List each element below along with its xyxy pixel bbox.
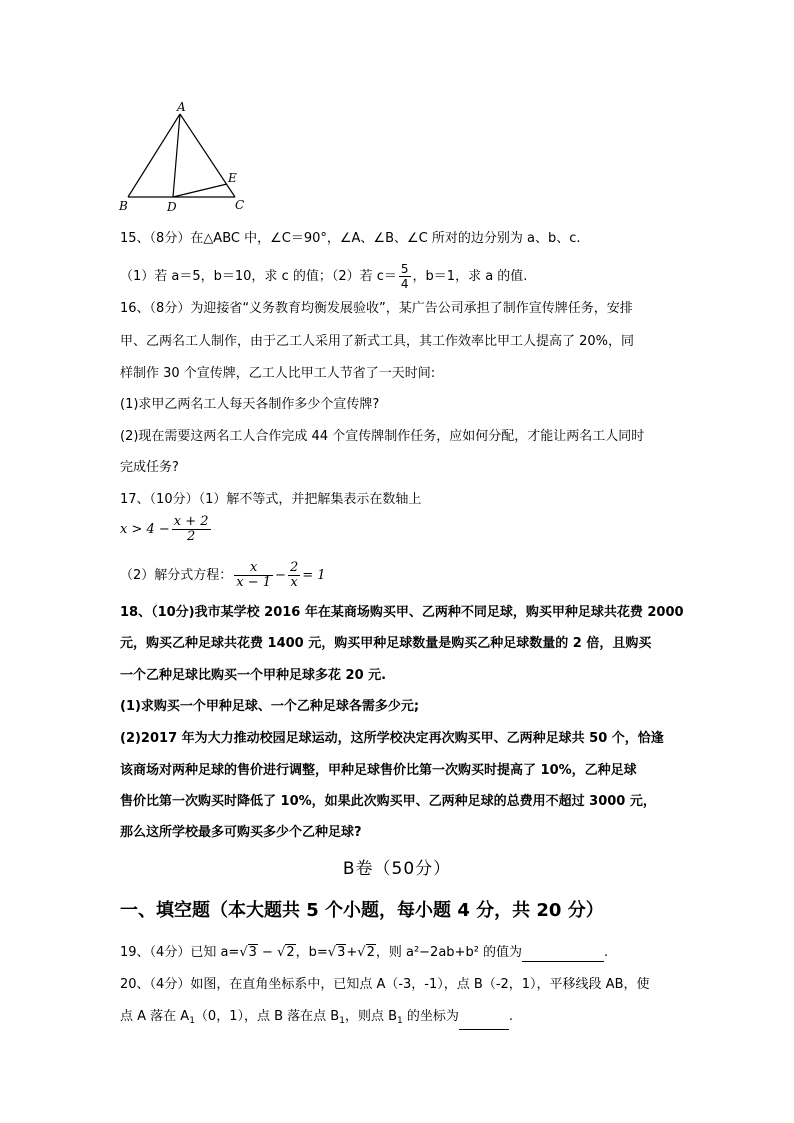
section-one-title: 一、填空题（本大题共 5 个小题，每小题 4 分，共 20 分） (120, 900, 604, 921)
q17-eq-fraction2 (288, 561, 300, 590)
q16-line2: 甲、乙两名工人制作，由于乙工人采用了新式工具，其工作效率比甲工人提高了 20%，同 (120, 334, 635, 349)
q19-rad1: 3 (248, 945, 257, 960)
q19-sqrt2: √2 (277, 945, 295, 960)
q19-sqrt4: √2 (357, 945, 375, 960)
label-b: B (119, 199, 128, 213)
q19-answer-blank[interactable] (522, 947, 604, 962)
q19-mid: ，b= (295, 945, 328, 960)
q18-line3: 一个乙种足球比购买一个甲种足球多花 20 元. (120, 668, 387, 683)
q17-ineq-left: x > 4 − (120, 522, 170, 537)
q19-prefix: 19、（4分）已知 a= (120, 945, 240, 960)
q20-answer-blank[interactable] (459, 1015, 509, 1030)
triangle-figure (115, 100, 255, 215)
q19-end: . (604, 945, 609, 960)
q16-line1: 16、（8分）为迎接省“义务教育均衡发展验收”，某广告公司承担了制作宣传牌任务，安排 (120, 301, 633, 316)
segment-de (173, 184, 227, 197)
section-b-title: B卷（50分） (342, 859, 452, 879)
q17-line1: 17、（10分）（1）解不等式，并把解集表示在数轴上 (120, 492, 422, 507)
q19-rad3: 3 (337, 945, 346, 960)
q19-sqrt3: √3 (327, 945, 346, 960)
segment-ad (173, 114, 180, 197)
q18-sub2-line4: 那么这所学校最多可购买多少个乙种足球? (120, 825, 362, 840)
label-c: C (235, 198, 245, 212)
q15-line2-a: （1）若 a＝5，b＝10，求 c 的值；（2）若 c＝ (120, 269, 397, 284)
q20-sub2: 1 (339, 1016, 345, 1026)
q17-eq-num1: x (249, 560, 258, 575)
q17-part2-label: （2）解分式方程： (120, 568, 233, 583)
q18-sub2-line3: 售价比第一次购买时降低了 10%，如果此次购买甲、乙两种足球的总费用不超过 3000 元， (120, 794, 656, 809)
q19-rad4: 2 (366, 945, 375, 960)
q18-line2: 元，购买乙种足球共花费 1400 元，购买甲种足球数量是购买乙种足球数量的 2 倍，且购买 (120, 636, 652, 651)
q16-line3: 样制作 30 个宣传牌，乙工人比甲工人节省了一天时间: (120, 366, 436, 381)
q17-ineq-den: 2 (172, 529, 211, 544)
q19-rad2: 2 (286, 945, 295, 960)
q19-minus: − (257, 945, 278, 960)
q15-fraction (399, 262, 411, 291)
q17-equation (120, 561, 326, 590)
q18-sub1: (1)求购买一个甲种足球、一个乙种足球各需多少元; (120, 699, 420, 714)
q17-inequality (120, 515, 213, 544)
q15-line1: 15、（8分）在△ABC 中，∠C＝90°，∠A、∠B、∠C 所对的边分别为 a、b、c. (120, 231, 581, 246)
q17-eq-fraction1 (234, 561, 273, 590)
q20-line2-a: 点 A 落在 A (120, 1009, 190, 1024)
label-a: A (177, 100, 186, 114)
q19-line (120, 944, 608, 962)
q15-line2-b: ，b＝1，求 a 的值. (412, 269, 528, 284)
q20-line2-d: 的坐标为 (402, 1009, 459, 1024)
q20-line2-b: （0，1），点 B 落在点 B (194, 1009, 340, 1024)
q20-line2-c: ，则点 B (344, 1009, 397, 1024)
q17-ineq-fraction (172, 515, 211, 544)
q20-line2-end: . (508, 1009, 514, 1024)
q19-plus: + (346, 945, 358, 960)
q19-suffix: ，则 a²−2ab+b² 的值为 (375, 945, 523, 960)
q20-sub3: 1 (397, 1016, 403, 1026)
q17-ineq-num: x + 2 (173, 514, 209, 529)
q15-frac-num: 5 (400, 262, 409, 276)
q18-sub2-line2: 该商场对两种足球的售价进行调整，甲种足球售价比第一次购买时提高了 10%，乙种足球 (120, 763, 637, 778)
q18-line1: 18、（10分)我市某学校 2016 年在某商场购买甲、乙两种不同足球，购买甲种足球共花费 2000 (120, 605, 684, 620)
q15-line2 (120, 262, 527, 291)
q20-sub1: 1 (189, 1016, 195, 1026)
q17-eq-num2: 2 (289, 560, 299, 575)
q16-sub1: (1)求甲乙两名工人每天各制作多少个宣传牌? (120, 397, 380, 412)
q20-line1: 20、（4分）如图，在直角坐标系中，已知点 A（-3，-1），点 B（-2，1），平移线段 AB，使 (120, 977, 650, 992)
q19-sqrt1: √3 (239, 945, 257, 960)
label-e: E (228, 171, 237, 185)
q17-eq-den2: x (288, 575, 300, 590)
q17-eq-rhs: = 1 (302, 568, 326, 583)
q18-sub2-line1: (2)2017 年为大力推动校园足球运动，这所学校决定再次购买甲、乙两种足球共 50 个，恰逢 (120, 731, 664, 746)
q15-frac-den: 4 (400, 277, 409, 291)
side-ab (128, 114, 180, 197)
label-d: D (167, 200, 177, 214)
q16-sub2-line1: (2)现在需要这两名工人合作完成 44 个宣传牌制作任务，应如何分配，才能让两名工人同时 (120, 429, 645, 444)
q16-sub2-line2: 完成任务? (120, 460, 179, 475)
q17-eq-minus: − (275, 568, 286, 583)
q20-line2 (120, 1008, 513, 1030)
q17-eq-den1: x − 1 (236, 575, 272, 590)
